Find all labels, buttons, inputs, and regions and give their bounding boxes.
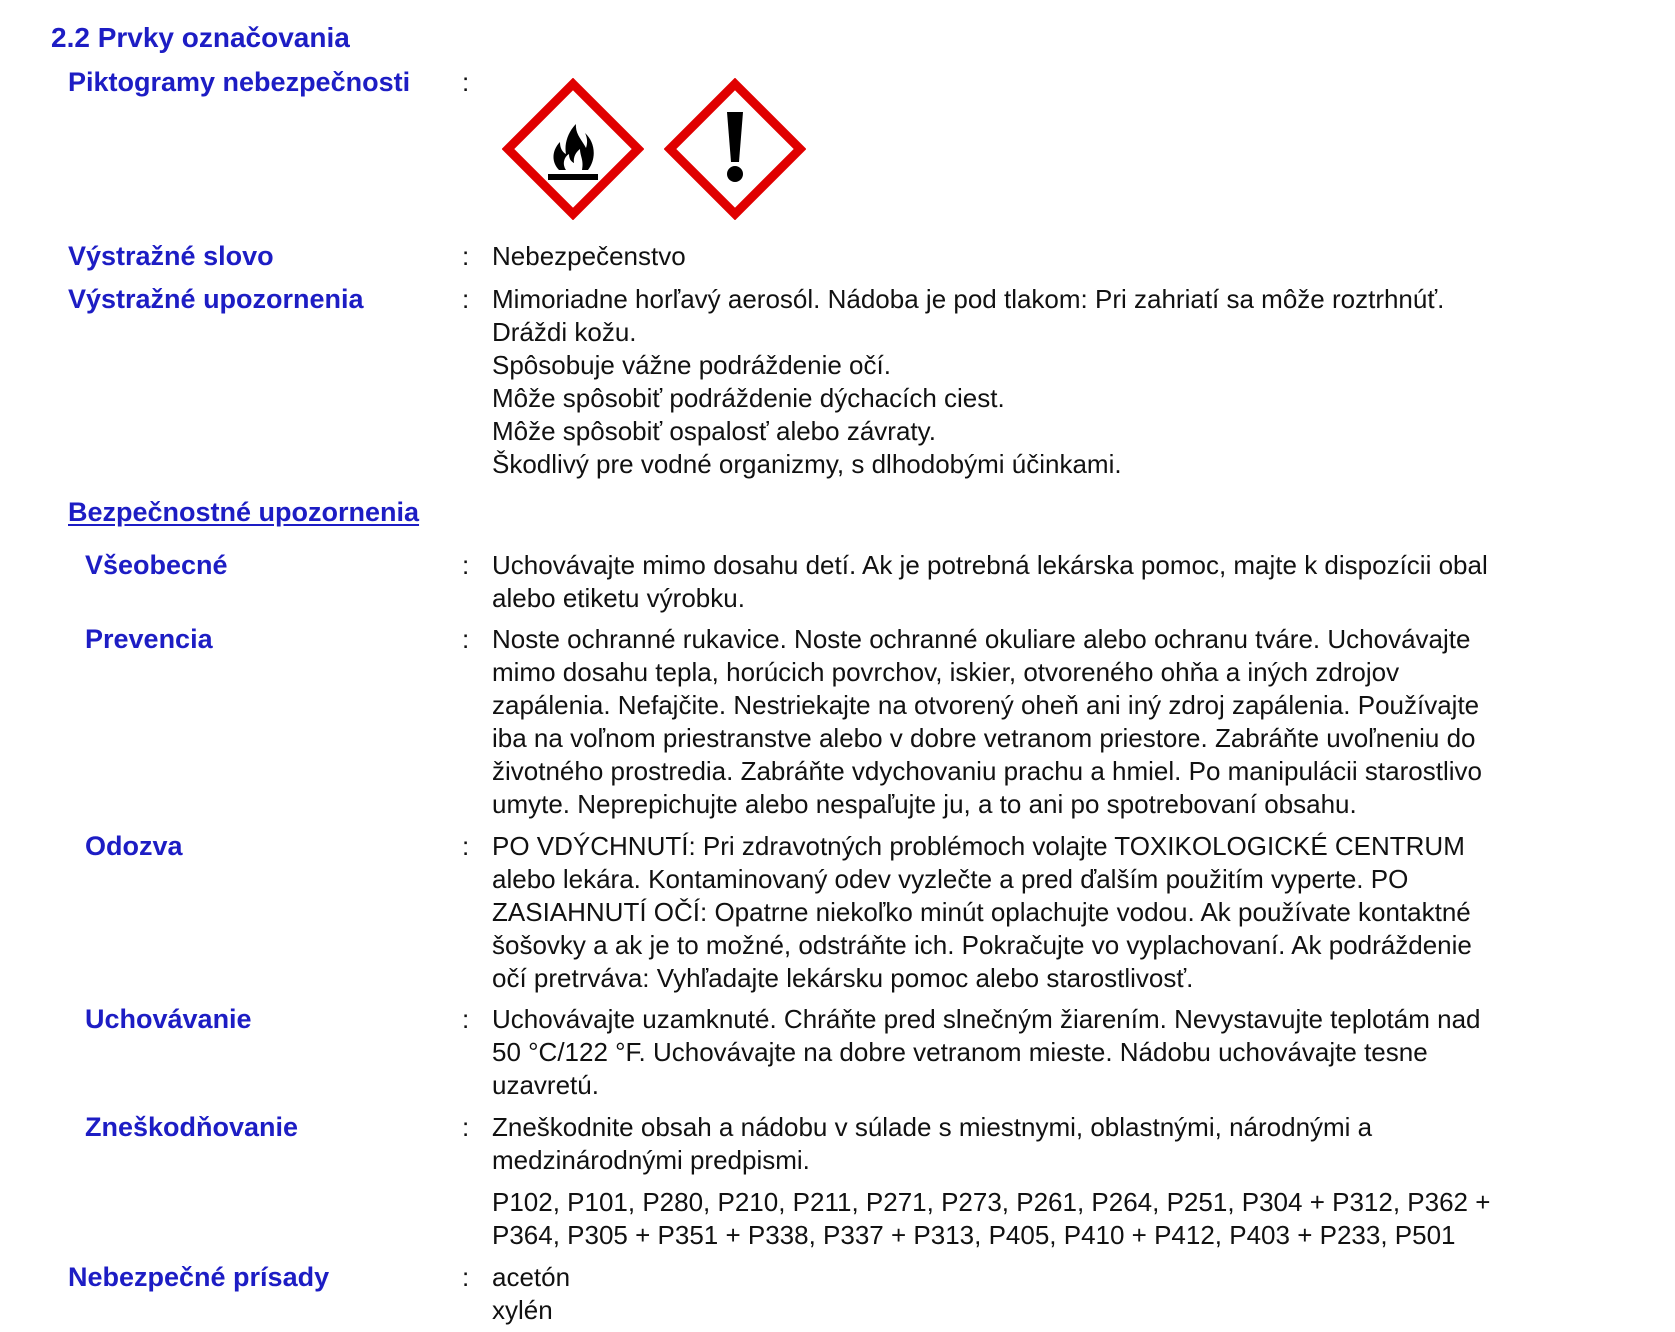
prevention-line: zapálenia. Nefajčite. Nestriekajte na otvorený oheň ani iný zdroj zapálenia. Používajte (492, 690, 1480, 720)
disposal-colon: : (462, 1112, 470, 1142)
prevention-line: umyte. Neprepichujte alebo nespaľujte ju, a to ani po spotrebovaní obsahu. (492, 789, 1357, 819)
signal-word-colon: : (462, 241, 470, 271)
ingredient-item: xylén (492, 1295, 553, 1325)
general-value (492, 549, 1652, 615)
response-line: PO VDÝCHNUTÍ: Pri zdravotných problémoch volajte TOXIKOLOGICKÉ CENTRUM (492, 831, 1465, 861)
prevention-line: Noste ochranné rukavice. Noste ochranné okuliare alebo ochranu tváre. Uchovávajte (492, 624, 1471, 654)
p-codes (492, 1186, 1652, 1252)
response-line: šošovky a ak je to možné, odstráňte ich. Pokračujte vo vyplachovaní. Ak podráždenie (492, 930, 1472, 960)
disposal-line: Zneškodnite obsah a nádobu v súlade s miestnymi, oblastnými, národnými a (492, 1112, 1373, 1142)
storage-line: 50 °C/122 °F. Uchovávajte na dobre vetranom mieste. Nádobu uchovávajte tesne (492, 1037, 1428, 1067)
signal-word-label: Výstražné slovo (68, 241, 274, 271)
hazard-statement-line: Môže spôsobiť ospalosť alebo závraty. (492, 416, 936, 446)
hazard-statements-colon: : (462, 284, 470, 314)
disposal-label: Zneškodňovanie (85, 1112, 299, 1142)
hazardous-ingredients-label: Nebezpečné prísady (68, 1262, 330, 1292)
exclamation-icon (664, 78, 806, 220)
response-colon: : (462, 831, 470, 861)
prevention-value (492, 623, 1652, 821)
hazard-statement-line: Spôsobuje vážne podráždenie očí. (492, 350, 891, 380)
signal-word-text: Nebezpečenstvo (492, 241, 686, 271)
response-line: alebo lekára. Kontaminovaný odev vyzlečte a pred ďalším použitím vyperte. PO (492, 864, 1409, 894)
prevention-line: iba na voľnom priestranstve alebo v dobre vetranom priestore. Zabráňte uvoľneniu do (492, 723, 1476, 753)
storage-value (492, 1003, 1652, 1102)
disposal-value (492, 1111, 1652, 1252)
p-codes-line: P364, P305 + P351 + P338, P337 + P313, P405, P410 + P412, P403 + P233, P501 (492, 1220, 1456, 1250)
hazard-statements-value (492, 283, 1652, 481)
storage-line: Uchovávajte uzamknuté. Chráňte pred slnečným žiarením. Nevystavujte teplotám nad (492, 1004, 1481, 1034)
general-colon: : (462, 550, 470, 580)
storage-colon: : (462, 1004, 470, 1034)
prevention-label: Prevencia (85, 624, 213, 654)
response-label: Odozva (85, 831, 183, 861)
hazard-statement-line: Mimoriadne horľavý aerosól. Nádoba je pod tlakom: Pri zahriatí sa môže roztrhnúť. (492, 284, 1445, 314)
prevention-colon: : (462, 624, 470, 654)
flame-icon (502, 78, 644, 220)
precautionary-heading: Bezpečnostné upozornenia (68, 497, 420, 527)
prevention-line: mimo dosahu tepla, horúcich povrchov, iskier, otvoreného ohňa a iných zdrojov (492, 657, 1400, 687)
storage-label: Uchovávanie (85, 1004, 252, 1034)
section-title: 2.2 Prvky označovania (51, 22, 350, 53)
storage-line: uzavretú. (492, 1070, 599, 1100)
hazard-statements-label: Výstražné upozornenia (68, 284, 364, 314)
general-line: Uchovávajte mimo dosahu detí. Ak je potrebná lekárska pomoc, majte k dispozícii obal (492, 550, 1488, 580)
disposal-line: medzinárodnými predpismi. (492, 1145, 810, 1175)
hazard-statement-line: Škodlivý pre vodné organizmy, s dlhodobými účinkami. (492, 449, 1122, 479)
disposal-text (492, 1111, 1652, 1177)
signal-word-value (492, 240, 1652, 273)
hazard-statement-line: Dráždi kožu. (492, 317, 637, 347)
general-label: Všeobecné (85, 550, 228, 580)
hazard-statement-line: Môže spôsobiť podráždenie dýchacích ciest. (492, 383, 1005, 413)
response-value (492, 830, 1652, 995)
response-line: ZASIAHNUTÍ OČÍ: Opatrne niekoľko minút oplachujte vodou. Ak používate kontaktné (492, 897, 1471, 927)
general-line: alebo etiketu výrobku. (492, 583, 745, 613)
pictograms-colon: : (462, 67, 470, 97)
hazardous-ingredients-value (492, 1261, 1652, 1327)
ingredient-item: acetón (492, 1262, 571, 1292)
response-line: očí pretrváva: Vyhľadajte lekársku pomoc alebo starostlivosť. (492, 963, 1194, 993)
prevention-line: životného prostredia. Zabráňte vdychovaniu prachu a hmiel. Po manipulácii starostlivo (492, 756, 1482, 786)
p-codes-line: P102, P101, P280, P210, P211, P271, P273, P261, P264, P251, P304 + P312, P362 + (492, 1187, 1491, 1217)
pictograms-label: Piktogramy nebezpečnosti (68, 67, 411, 97)
hazardous-ingredients-colon: : (462, 1262, 470, 1292)
